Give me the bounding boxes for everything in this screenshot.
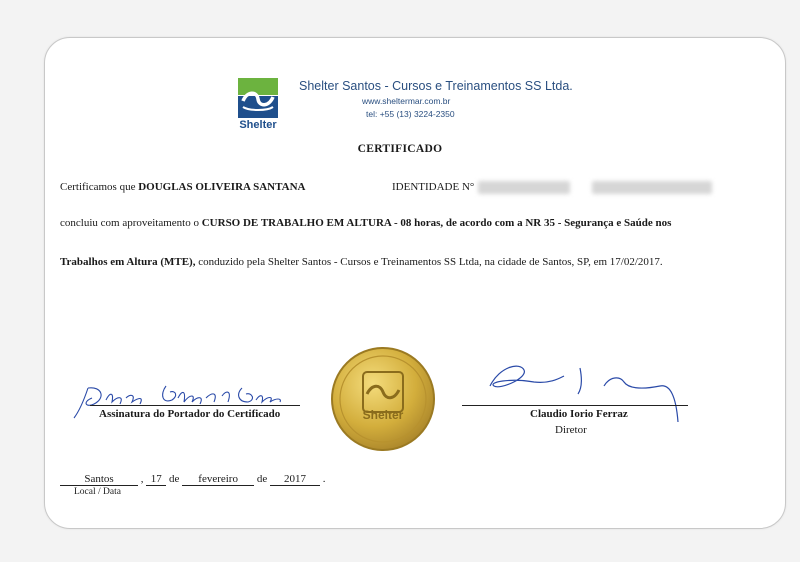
date-day: 17: [146, 473, 166, 486]
company-name: Shelter Santos - Cursos e Treinamentos SS Ltda.: [299, 79, 573, 93]
director-signature-line: [462, 405, 688, 406]
date-year: 2017: [270, 473, 320, 486]
date-de-1: de: [169, 473, 180, 485]
course-details-line: [60, 256, 663, 268]
holder-signature-label: Assinatura do Portador do Certificado: [99, 408, 281, 420]
director-title: Diretor: [555, 424, 587, 436]
place-date-line: Santos , 17 de fevereiro de 2017 .: [60, 473, 326, 486]
date-de-2: de: [256, 473, 268, 485]
course-description: CURSO DE TRABALHO EM ALTURA - 08 horas, de acordo com a NR 35 - Segurança e Saúde nos: [201, 217, 672, 229]
holder-name: DOUGLAS OLIVEIRA SANTANA: [138, 181, 306, 193]
redacted-id-part2: [592, 181, 712, 194]
identity-label: IDENTIDADE N°: [392, 181, 475, 193]
date-end: .: [322, 473, 326, 485]
holder-signature-line: [90, 405, 300, 406]
certify-prefix: Certificamos que: [60, 181, 136, 193]
shelter-logo-icon: [237, 77, 279, 119]
redacted-id-part1: [478, 181, 570, 194]
gold-seal-icon: [330, 346, 436, 452]
logo-wordmark: Shelter: [239, 119, 277, 131]
course-prefix: concluiu com aproveitamento o: [60, 217, 199, 229]
company-phone: tel: +55 (13) 3224-2350: [366, 109, 455, 119]
seal-text: Shelter: [362, 408, 404, 422]
place-date-caption: Local / Data: [74, 487, 121, 497]
course-description-cont: Trabalhos em Altura (MTE),: [60, 256, 196, 268]
company-website: www.sheltermar.com.br: [362, 96, 451, 106]
certify-line: [60, 181, 305, 193]
director-name: Claudio Iorio Ferraz: [530, 408, 628, 420]
place-city: Santos: [60, 473, 138, 486]
date-month: fevereiro: [182, 473, 254, 486]
course-line: [60, 217, 671, 229]
course-conducted-text: conduzido pela Shelter Santos - Cursos e Treinamentos SS Ltda, na cidade de Santos, SP, em 17/02/2017.: [198, 256, 663, 268]
certificate-title: CERTIFICADO: [357, 143, 443, 155]
